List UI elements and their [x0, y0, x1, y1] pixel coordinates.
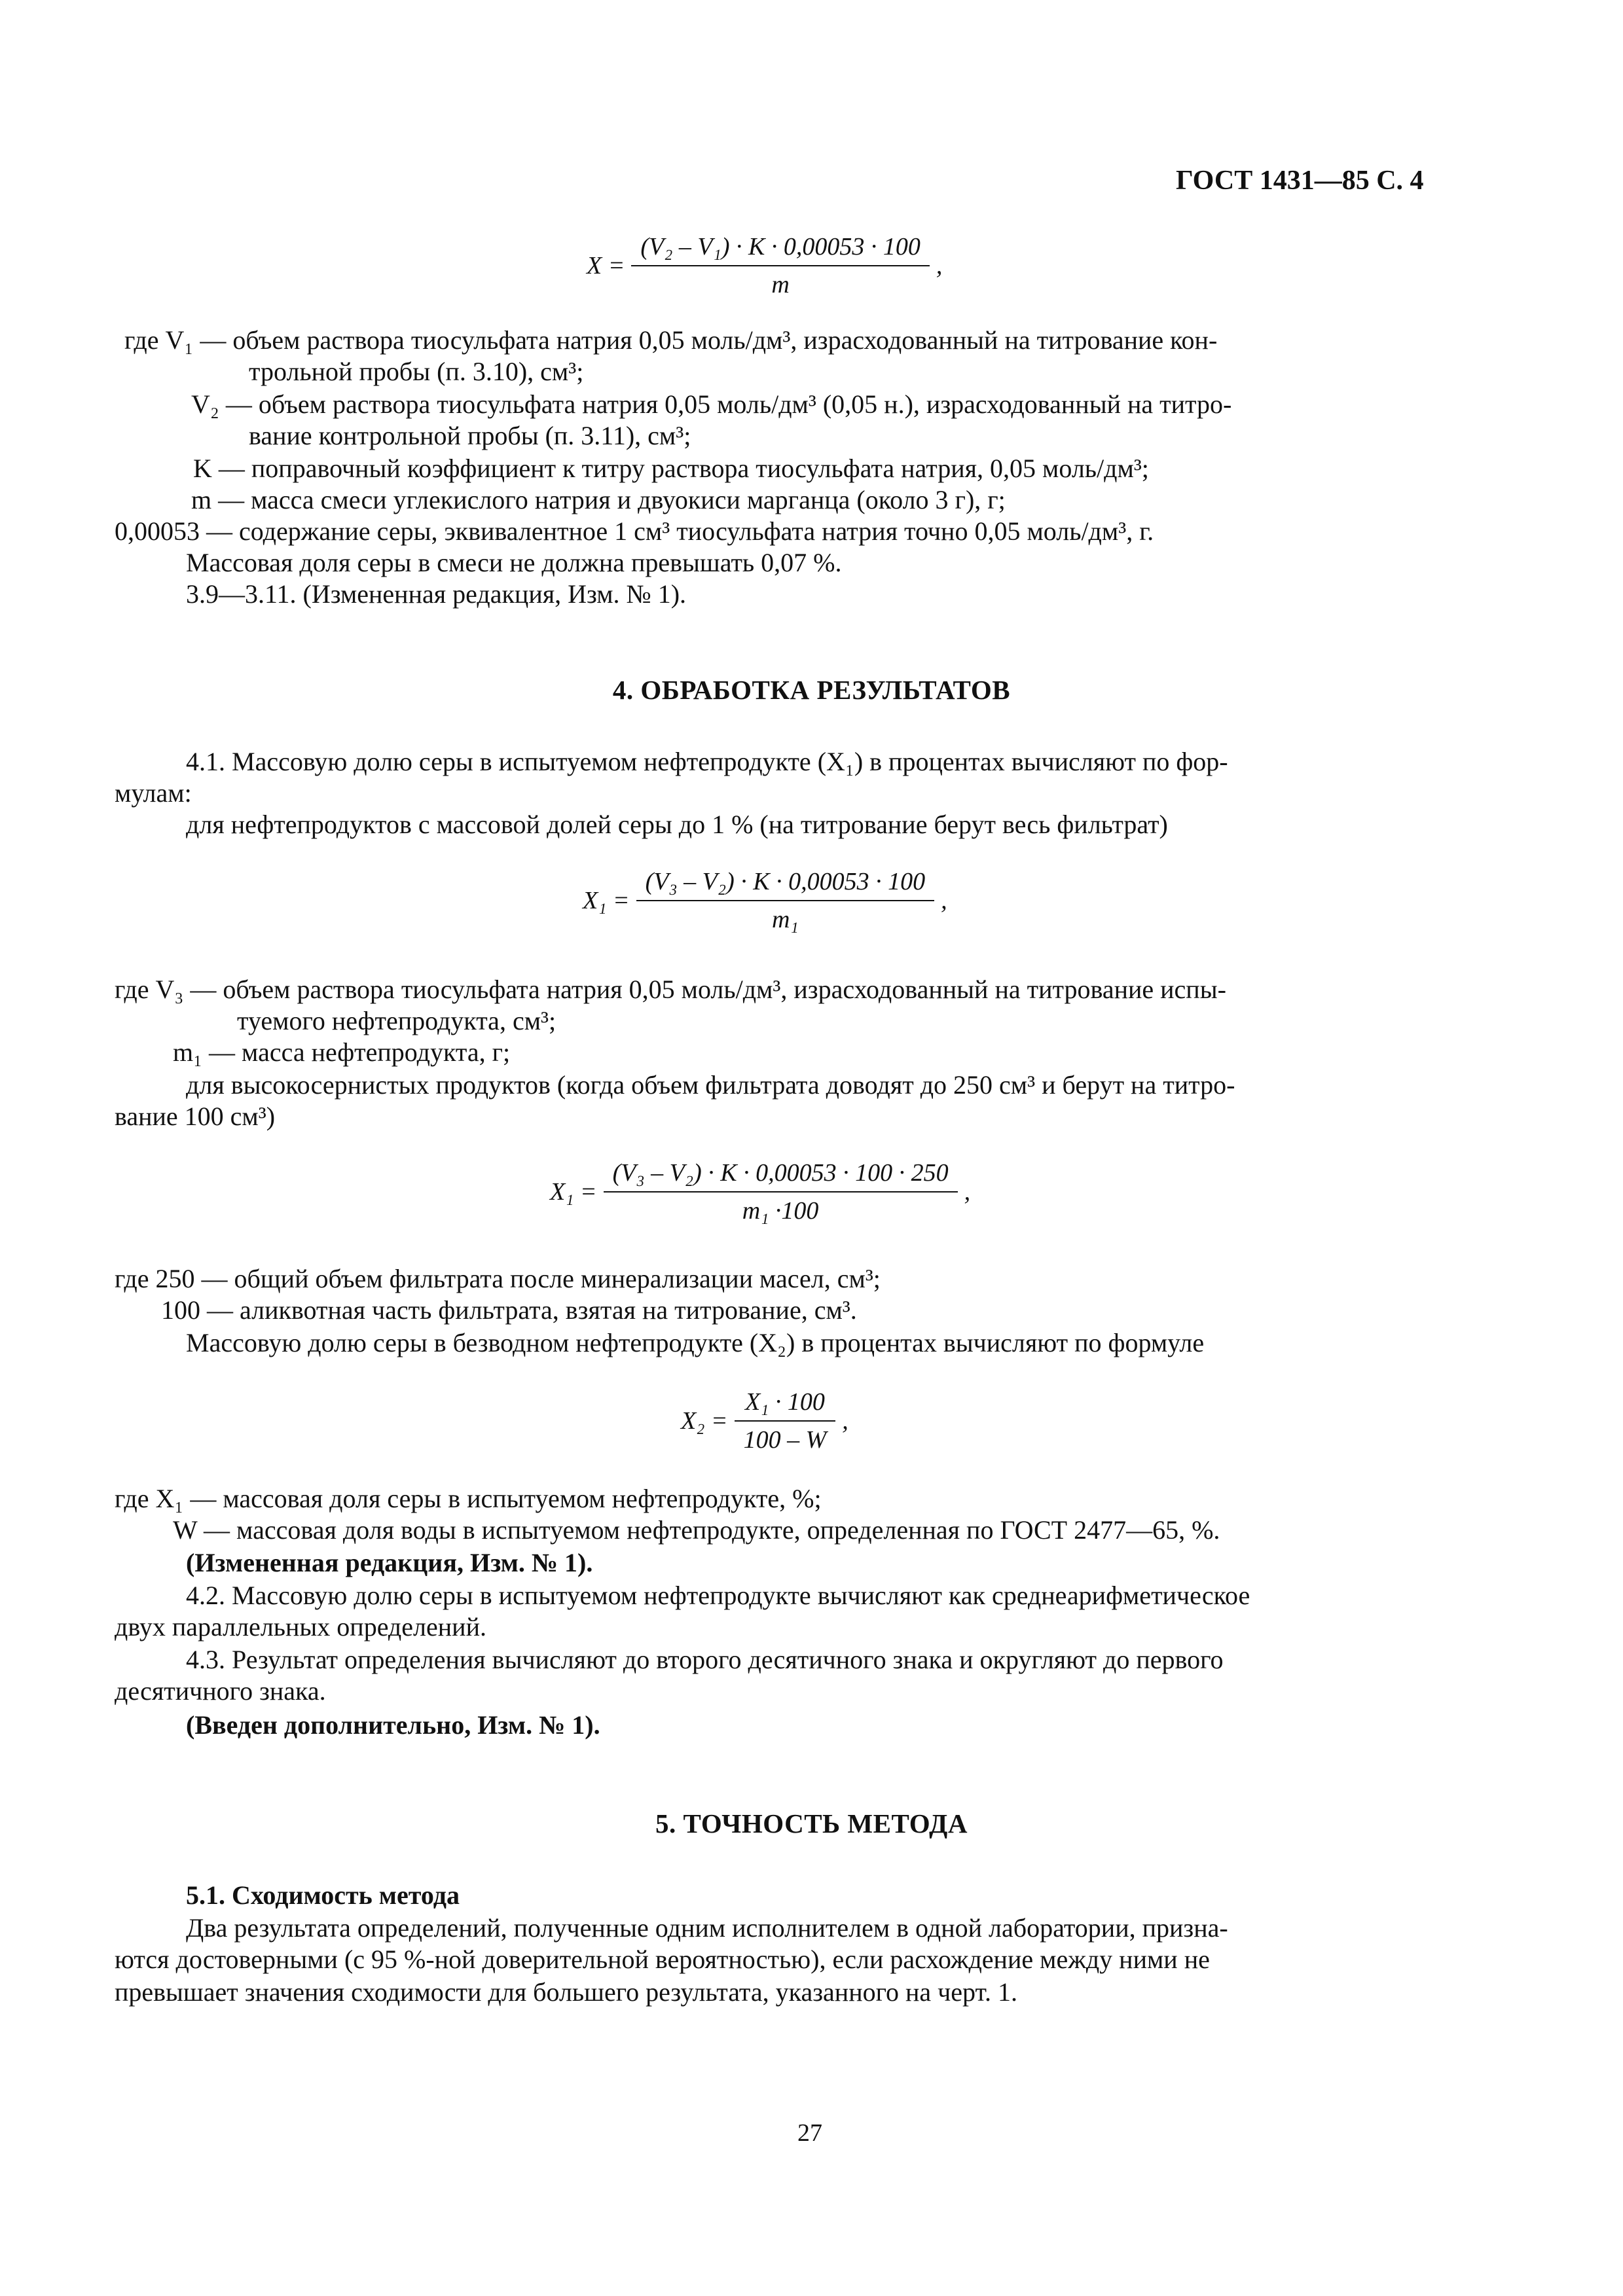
- paragraph-line: двух параллельных определений.: [115, 1612, 486, 1641]
- page-number: 27: [797, 2119, 822, 2147]
- formula-tail: ,: [936, 252, 943, 279]
- paragraph-line: 4.1. Массовую долю серы в испытуемом нефтепродукте (X₁) в процентах вычисляют по фор-: [186, 747, 1228, 776]
- formula-lhs: X =: [587, 252, 625, 279]
- formula-denominator: m: [631, 265, 930, 299]
- paragraph-line: для нефтепродуктов с массовой долей серы до 1 % (на титрование берут весь фильтрат): [186, 810, 1168, 839]
- definition-line: 100 — аликвотная часть фильтрата, взятая на титрование, см³.: [161, 1295, 857, 1325]
- amendment-note: (Введен дополнительно, Изм. № 1).: [186, 1710, 600, 1740]
- definition-line: туемого нефтепродукта, см³;: [237, 1006, 556, 1035]
- formula-numerator: (V₂ – V₁) · K · 0,00053 · 100: [640, 233, 921, 260]
- formula-numerator: (V₃ – V₂) · K · 0,00053 · 100 · 250: [612, 1159, 949, 1187]
- formula-x: [587, 232, 942, 299]
- definition-line: где V₃ — объем раствора тиосульфата натрия 0,05 моль/дм³, израсходованный на титрование испы-: [115, 975, 1226, 1004]
- definition-line: Массовая доля серы в смеси не должна превышать 0,07 %.: [186, 548, 842, 577]
- formula-x1: [583, 867, 947, 934]
- paragraph-line: мулам:: [115, 778, 192, 808]
- definition-line: трольной пробы (п. 3.10), см³;: [249, 357, 584, 386]
- paragraph-line: Массовую долю серы в безводном нефтепродукте (X₂) в процентах вычисляют по формуле: [186, 1328, 1205, 1357]
- subsection-title: 5.1. Сходимость метода: [186, 1880, 460, 1910]
- paragraph-line: десятичного знака.: [115, 1676, 326, 1706]
- formula-denominator: 100 – W: [735, 1420, 836, 1454]
- formula-lhs: X₁ =: [550, 1178, 597, 1206]
- formula-fraction: [636, 867, 935, 934]
- formula-numerator: (V₃ – V₂) · K · 0,00053 · 100: [645, 868, 926, 895]
- definition-line: где X₁ — массовая доля серы в испытуемом нефтепродукте, %;: [115, 1484, 822, 1513]
- formula-fraction: [735, 1388, 836, 1454]
- formula-numerator: X₁ · 100: [744, 1388, 825, 1416]
- definition-line: K — поправочный коэффициент к титру раствора тиосульфата натрия, 0,05 моль/дм³;: [193, 454, 1149, 483]
- definition-line: W — массовая доля воды в испытуемом нефтепродукте, определенная по ГОСТ 2477—65, %.: [173, 1515, 1220, 1545]
- paragraph-line: 4.3. Результат определения вычисляют до второго десятичного знака и округляют до первого: [186, 1645, 1224, 1674]
- definition-line: вание контрольной пробы (п. 3.11), см³;: [249, 421, 691, 450]
- formula-x2: [681, 1388, 848, 1454]
- formula-lhs: X₁ =: [583, 887, 630, 914]
- formula-tail: ,: [941, 887, 947, 914]
- formula-denominator: m₁: [636, 900, 935, 934]
- formula-tail: ,: [842, 1407, 848, 1435]
- formula-denominator: m₁ ·100: [604, 1191, 958, 1225]
- paragraph-line: для высокосернистых продуктов (когда объем фильтрата доводят до 250 см³ и берут на титро-: [186, 1070, 1235, 1100]
- definition-line: m₁ — масса нефтепродукта, г;: [173, 1037, 511, 1067]
- definition-line: m — масса смеси углекислого натрия и двуокиси марганца (около 3 г), г;: [191, 485, 1006, 514]
- definition-line: где V₁ — объем раствора тиосульфата натрия 0,05 моль/дм³, израсходованный на титрование кон-: [124, 325, 1218, 355]
- definition-line: где 250 — общий объем фильтрата после минерализации масел, см³;: [115, 1264, 881, 1293]
- section-title: 5. ТОЧНОСТЬ МЕТОДА: [655, 1808, 968, 1839]
- running-title: ГОСТ 1431—85 С. 4: [1176, 166, 1424, 196]
- paragraph-line: вание 100 см³): [115, 1102, 276, 1131]
- paragraph-line: превышает значения сходимости для большего результата, указанного на черт. 1.: [115, 1977, 1017, 2007]
- amendment-note: 3.9—3.11. (Измененная редакция, Изм. № 1).: [186, 579, 687, 609]
- formula-fraction: [631, 232, 930, 299]
- formula-x1-high-sulfur: [550, 1158, 970, 1225]
- section-title: 4. ОБРАБОТКА РЕЗУЛЬТАТОВ: [612, 675, 1011, 705]
- formula-tail: ,: [964, 1178, 971, 1206]
- paragraph-line: Два результата определений, полученные одним исполнителем в одной лаборатории, призна-: [186, 1913, 1228, 1943]
- paragraph-line: 4.2. Массовую долю серы в испытуемом нефтепродукте вычисляют как среднеарифметическое: [186, 1581, 1250, 1610]
- amendment-note: (Измененная редакция, Изм. № 1).: [186, 1548, 593, 1577]
- paragraph-line: ются достоверными (с 95 %-ной доверительной вероятностью), если расхождение между ними не: [115, 1945, 1210, 1974]
- formula-fraction: [604, 1158, 958, 1225]
- formula-lhs: X₂ =: [681, 1407, 728, 1435]
- definition-line: V₂ — объем раствора тиосульфата натрия 0,05 моль/дм³ (0,05 н.), израсходованный на титро-: [191, 389, 1232, 419]
- definition-line: 0,00053 — содержание серы, эквивалентное 1 см³ тиосульфата натрия точно 0,05 моль/дм³, г.: [115, 516, 1154, 546]
